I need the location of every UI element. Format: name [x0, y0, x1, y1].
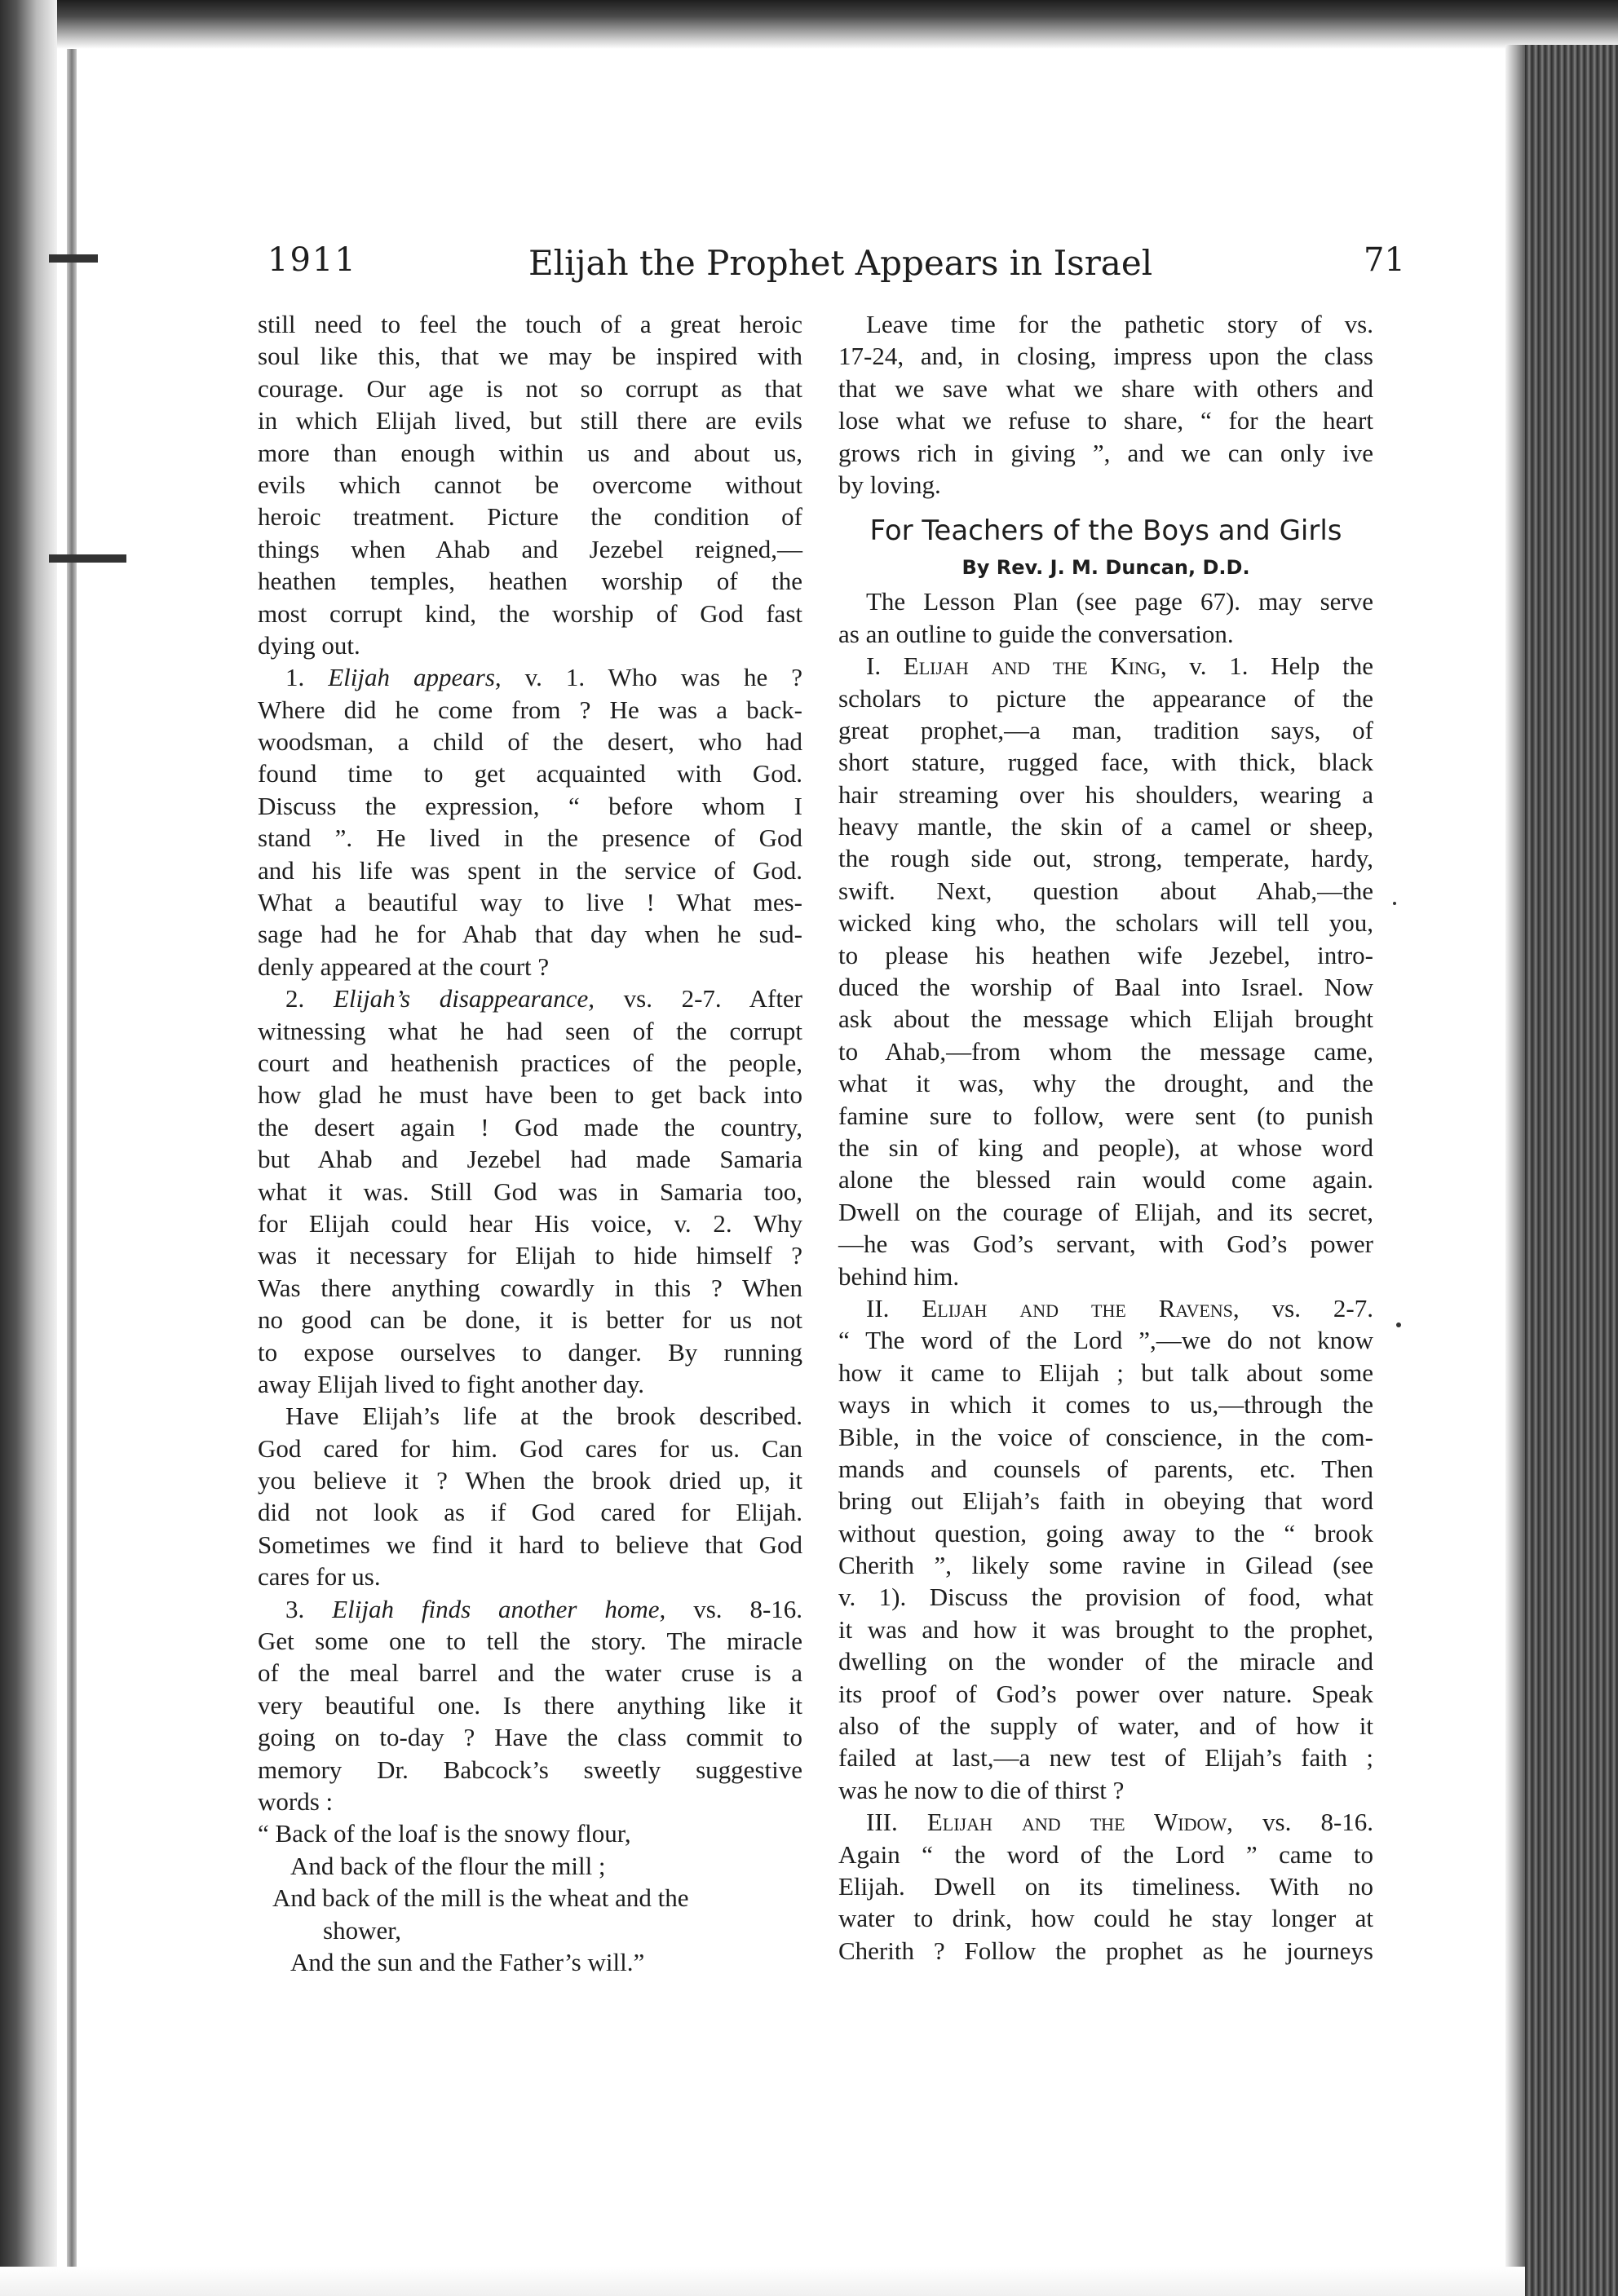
text-line: mands and counsels of parents, etc. Then	[838, 1454, 1373, 1483]
running-header-year: 1911	[267, 241, 357, 279]
text-line: heathen temples, heathen worship of the	[258, 567, 802, 596]
text-line: soul like this, that we may be inspired with	[258, 342, 802, 371]
text-line: how it came to Elijah ; but talk about some	[838, 1358, 1373, 1387]
item-title: Elijah’s disappearance,	[333, 984, 595, 1013]
text-line: Cherith ”, likely some ravine in Gilead (see	[838, 1551, 1373, 1580]
text-line: its proof of God’s power over nature. Speak	[838, 1679, 1373, 1708]
text-line: the rough side out, strong, temperate, hardy,	[838, 844, 1373, 873]
text-line: —he was God’s servant, with God’s power	[838, 1230, 1373, 1259]
text-line: cares for us.	[258, 1562, 381, 1592]
text-line: The Lesson Plan (see page 67). may serve	[866, 587, 1373, 616]
item-number: 1.	[285, 663, 305, 692]
text-line: denly appeared at the court ?	[258, 952, 550, 981]
text-line: Leave time for the pathetic story of vs.	[866, 310, 1373, 338]
poem-line: And the sun and the Father’s will.”	[290, 1947, 645, 1976]
scan-binding-edge	[67, 49, 77, 2283]
scan-binding-mark	[49, 254, 98, 263]
paragraph-first-line	[258, 661, 802, 693]
text-line: courage. Our age is not so corrupt as that	[258, 373, 802, 403]
text-line: sage had he for Ahab that day when he sud-	[258, 920, 802, 949]
item-number: 2.	[285, 984, 305, 1013]
paragraph	[258, 982, 802, 1400]
section-number: I.	[866, 651, 882, 681]
scan-page-edges	[1525, 45, 1618, 2296]
text-line: things when Ahab and Jezebel reigned,—	[258, 534, 802, 563]
text-line: as an outline to guide the conversation.	[838, 619, 1234, 648]
text-line: Have Elijah’s life at the brook described.	[285, 1402, 802, 1431]
text-line: to please his heathen wife Jezebel, intro-	[838, 940, 1373, 969]
text-run: v. 1. Who was he ?	[524, 663, 803, 692]
item-title: Elijah finds another home,	[332, 1594, 666, 1623]
text-line: what it was, why the drought, and the	[838, 1069, 1373, 1098]
paragraph	[258, 661, 802, 982]
text-line: What a beautiful way to live ! What mes-	[258, 888, 802, 917]
text-line: dwelling on the wonder of the miracle and	[838, 1647, 1373, 1676]
text-line: Again “ the word of the Lord ” came to	[838, 1839, 1373, 1869]
text-line: no good can be done, it is better for us not	[258, 1305, 802, 1335]
text-line: very beautiful one. Is there anything like it	[258, 1690, 802, 1720]
text-line: ways in which it comes to us,—through the	[838, 1390, 1373, 1420]
text-line: God cared for him. God cares for us. Can	[258, 1433, 802, 1463]
text-line: that we save what we share with others and	[838, 373, 1373, 403]
text-line: heavy mantle, the skin of a camel or sheep,	[838, 812, 1373, 841]
text-line: found time to get acquainted with God.	[258, 759, 802, 788]
text-line: lose what we refuse to share, “ for the heart	[838, 406, 1373, 435]
text-line: great prophet,—a man, tradition says, of	[838, 715, 1373, 744]
text-line: you believe it ? When the brook dried up, it	[258, 1466, 802, 1495]
text-line: evils which cannot be overcome without	[258, 470, 802, 499]
text-line: the sin of king and people), at whose word	[838, 1133, 1373, 1162]
paragraph-first-line	[258, 1593, 802, 1625]
item-title: Elijah appears,	[328, 663, 502, 692]
scan-bottom-edge	[0, 2267, 1525, 2296]
scan-binding-mark	[49, 554, 126, 563]
text-line: “ The word of the Lord ”,—we do not know	[838, 1326, 1373, 1355]
text-line: words :	[258, 1786, 334, 1816]
byline: By Rev. J. M. Duncan, D.D.	[962, 556, 1250, 580]
text-line: of the meal barrel and the water cruse is a	[258, 1658, 802, 1688]
paragraph	[838, 1806, 1373, 1967]
right-column	[838, 308, 1373, 1967]
text-run: vs. 2-7. After	[623, 984, 803, 1013]
text-line: memory Dr. Babcock’s sweetly suggestive	[258, 1755, 802, 1784]
text-line: to Ahab,—from whom the message came,	[838, 1036, 1373, 1066]
poem-line: And back of the flour the mill ;	[290, 1851, 606, 1880]
text-line: how glad he must have been to get back into	[258, 1080, 802, 1110]
text-run: vs. 8-16.	[693, 1594, 803, 1623]
section-number: II.	[866, 1293, 890, 1322]
text-line: heroic treatment. Picture the condition of	[258, 502, 802, 532]
text-line: woodsman, a child of the desert, who had	[258, 727, 802, 757]
text-run: v. 1. Help the	[1189, 651, 1373, 681]
text-line: it was and how it was brought to the prophet,	[838, 1614, 1373, 1644]
paragraph	[258, 1400, 802, 1592]
text-line: Dwell on the courage of Elijah, and its secret,	[838, 1197, 1373, 1226]
text-line: wicked king who, the scholars will tell you,	[838, 908, 1373, 938]
text-line: 17-24, and, in closing, impress upon the class	[838, 342, 1373, 371]
text-line: duced the worship of Baal into Israel. Now	[838, 973, 1373, 1002]
section-heading: For Teachers of the Boys and Girls	[869, 514, 1342, 548]
text-line: but Ahab and Jezebel had made Samaria	[258, 1145, 802, 1174]
text-line: dying out.	[258, 630, 360, 660]
text-line: was he now to die of thirst ?	[838, 1775, 1125, 1804]
text-line: Cherith ? Follow the prophet as he journeys	[838, 1936, 1373, 1965]
paragraph	[838, 308, 1373, 501]
poem-line: “ Back of the loaf is the snowy flour,	[258, 1819, 631, 1848]
text-line: Elijah. Dwell on its timeliness. With no	[838, 1871, 1373, 1901]
running-header-title: Elijah the Prophet Appears in Israel	[528, 243, 1153, 283]
scan-page-curl	[1505, 45, 1527, 2296]
paragraph	[838, 650, 1373, 1292]
paragraph-first-line	[258, 982, 802, 1014]
text-line: failed at last,—a new test of Elijah’s faith ;	[838, 1743, 1373, 1773]
text-line: still need to feel the touch of a great heroic	[258, 310, 802, 338]
paragraph	[258, 1593, 802, 1818]
text-line: also of the supply of water, and of how it	[838, 1711, 1373, 1741]
item-number: 3.	[285, 1594, 305, 1623]
paragraph	[838, 585, 1373, 650]
text-line: was it necessary for Elijah to hide himself ?	[258, 1241, 802, 1270]
text-line: grows rich in giving ”, and we can only ive	[838, 438, 1373, 467]
text-line: short stature, rugged face, with thick, black	[838, 748, 1373, 777]
text-line: more than enough within us and about us,	[258, 438, 802, 467]
text-run: vs. 8-16.	[1262, 1808, 1374, 1837]
text-line: bring out Elijah’s faith in obeying that word	[838, 1486, 1373, 1516]
poem	[258, 1817, 802, 1978]
page-speck	[1396, 1322, 1401, 1327]
text-line: the desert again ! God made the country,	[258, 1112, 802, 1141]
text-line: what it was. Still God was in Samaria too,	[258, 1177, 802, 1206]
text-line: Sometimes we find it hard to believe that God	[258, 1530, 802, 1559]
section-title: Elijah and the King,	[903, 651, 1167, 681]
paragraph-first-line	[838, 1806, 1373, 1838]
page-number: 71	[1364, 241, 1405, 279]
text-line: stand ”. He lived in the presence of God	[258, 823, 802, 853]
text-line: water to drink, how could he stay longer at	[838, 1904, 1373, 1933]
text-line: hair streaming over his shoulders, wearing a	[838, 779, 1373, 809]
section-title: Elijah and the Widow,	[926, 1808, 1233, 1837]
left-column	[258, 308, 802, 1978]
text-line: by loving.	[838, 470, 941, 499]
text-line: did not look as if God cared for Elijah.	[258, 1498, 802, 1527]
paragraph-first-line	[838, 1292, 1373, 1324]
text-line: Discuss the expression, “ before whom I	[258, 791, 802, 820]
poem-line: And back of the mill is the wheat and the	[272, 1883, 689, 1913]
text-line: in which Elijah lived, but still there are evils	[258, 406, 802, 435]
text-line: v. 1). Discuss the provision of food, what	[838, 1583, 1373, 1612]
poem-line: shower,	[323, 1915, 402, 1945]
text-line: Was there anything cowardly in this ? When	[258, 1273, 802, 1302]
text-line: famine sure to follow, were sent (to punish	[838, 1101, 1373, 1130]
section-title: Elijah and the Ravens,	[922, 1293, 1240, 1322]
text-line: ask about the message which Elijah brought	[838, 1004, 1373, 1034]
text-line: for Elijah could hear His voice, v. 2. Why	[258, 1208, 802, 1238]
scan-top-edge	[0, 0, 1618, 49]
text-run: vs. 2-7.	[1271, 1293, 1373, 1322]
text-line: without question, going away to the “ brook	[838, 1518, 1373, 1548]
text-line: Get some one to tell the story. The miracle	[258, 1627, 802, 1656]
text-line: behind him.	[838, 1261, 960, 1291]
text-line: Where did he come from ? He was a back-	[258, 695, 802, 724]
text-line: scholars to picture the appearance of the	[838, 683, 1373, 713]
paragraph	[258, 308, 802, 661]
text-line: going on to-day ? Have the class commit to	[258, 1723, 802, 1752]
text-line: swift. Next, question about Ahab,—the	[838, 876, 1373, 905]
text-line: alone the blessed rain would come again.	[838, 1165, 1373, 1194]
text-line: Bible, in the voice of conscience, in the com-	[838, 1422, 1373, 1451]
text-line: witnessing what he had seen of the corrupt	[258, 1016, 802, 1045]
page-speck	[1393, 902, 1396, 905]
text-line: to expose ourselves to danger. By running	[258, 1337, 802, 1367]
section-number: III.	[866, 1808, 898, 1837]
text-line: most corrupt kind, the worship of God fast	[258, 598, 802, 628]
text-line: court and heathenish practices of the people,	[258, 1048, 802, 1077]
text-line: away Elijah lived to fight another day.	[258, 1369, 645, 1398]
paragraph-first-line	[838, 650, 1373, 682]
scan-gutter-shadow	[0, 0, 57, 2296]
paragraph	[838, 1292, 1373, 1806]
text-line: and his life was spent in the service of God.	[258, 855, 802, 885]
